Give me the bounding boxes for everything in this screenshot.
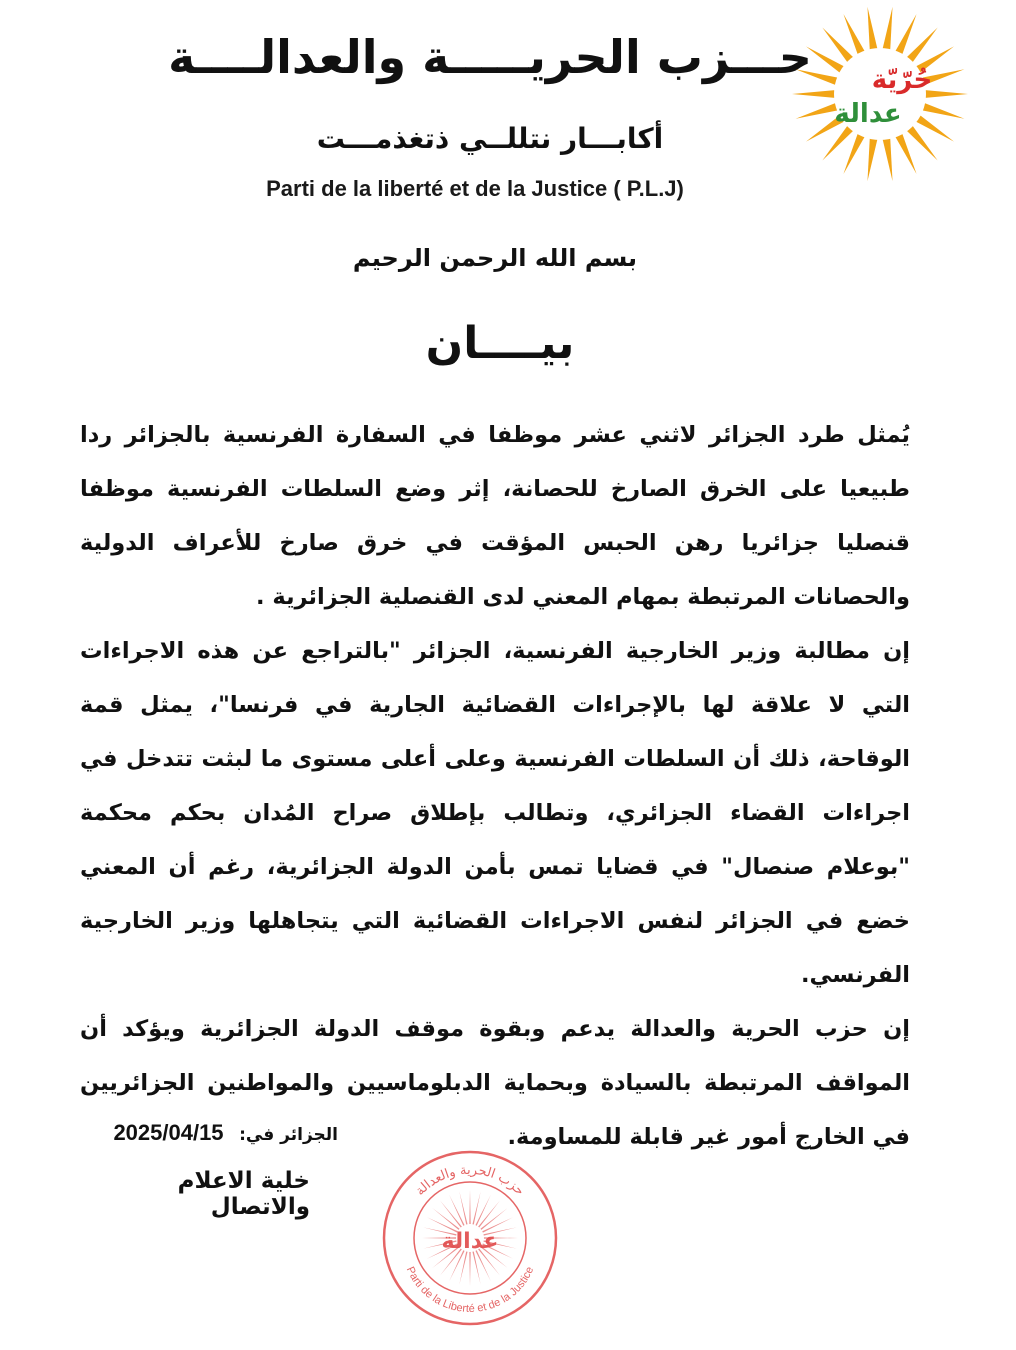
party-name-arabic: حـــزب الحريـــــة والعدالــــة [168,30,812,84]
stamp-ring-text-french: Parti de la Liberté et de la Justice [403,1264,537,1316]
ray [921,103,965,119]
party-logo [790,4,970,184]
ray [882,137,892,181]
party-stamp [380,1148,560,1328]
stamp-center-text: عدالة [441,1229,499,1254]
paragraph-3: إن حزب الحرية والعدالة يدعم وبقوة موقف الدولة الجزائرية ويؤكد أن المواقف المرتبطة بالسيادة وبحماية الدبلوماسيين والمواطنين الجزائريين في الخارج أمور غير قابلة للمساومة. [80,1016,910,1150]
ray [469,1190,470,1224]
ray [843,14,865,56]
ray [895,132,917,174]
ray [867,137,877,181]
paragraph-1: يُمثل طرد الجزائر لاثني عشر موظفا في السفارة الفرنسية بالجزائر ردا طبيعيا على الخرق الصارخ للحصانة، إثر وضع السلطات الفرنسية موظفا قنصليا جزائريا رهن الحبس المؤقت في خرق صارخ للأعراف الدولية والحصانات المرتبطة بمهام المعني لدى القنصلية الجزائرية . [80,422,910,610]
ray [895,14,917,56]
stamp-ring-text-arabic: حزب الحرية والعدالة [412,1162,528,1199]
ray [867,7,877,51]
date-value: 2025/04/15 [113,1120,224,1145]
document-title: بيــــان [425,318,575,369]
ray [843,132,865,174]
paragraph-2: إن مطالبة وزير الخارجية الفرنسية، الجزائر "بالتراجع عن هذه الاجراءات التي لا علاقة لها بالإجراءات القضائية الجارية في فرنسا"، يمثل قمة الوقاحة، ذلك أن السلطات الفرنسية وعلى أعلى مستوى ما لبثت تتدخل في اجراءات القضاء الجزائري، وتطالب بإطلاق صراح المُدان بحكم محكمة "بوعلام صنصال" في قضايا تمس بأمن الدولة الجزائرية، رغم أن المعني خضع في الجزائر لنفس الاجراءات القضائية التي يتجاهلها وزير الخارجية الفرنسي. [80,638,910,988]
ray [796,69,840,85]
party-name-french: Parti de la liberté et de la Justice ( P.L.J) [266,176,684,201]
basmala: بسم الله الرحمن الرحيم [352,244,638,272]
statement-body [80,408,910,1164]
signature: خلية الاعلام والاتصال [177,1168,310,1220]
ray [796,103,840,119]
date-label: الجزائر في: [239,1125,338,1145]
logo-word-top: حُرّيّة [871,65,933,95]
ray [882,7,892,51]
party-name-berber: أكابـــار نتللــي ذتغذمـــت [316,122,664,155]
ray [792,90,836,98]
ray [469,1252,470,1286]
date-line [108,1120,338,1146]
logo-word-bottom: عدالة [834,99,902,129]
